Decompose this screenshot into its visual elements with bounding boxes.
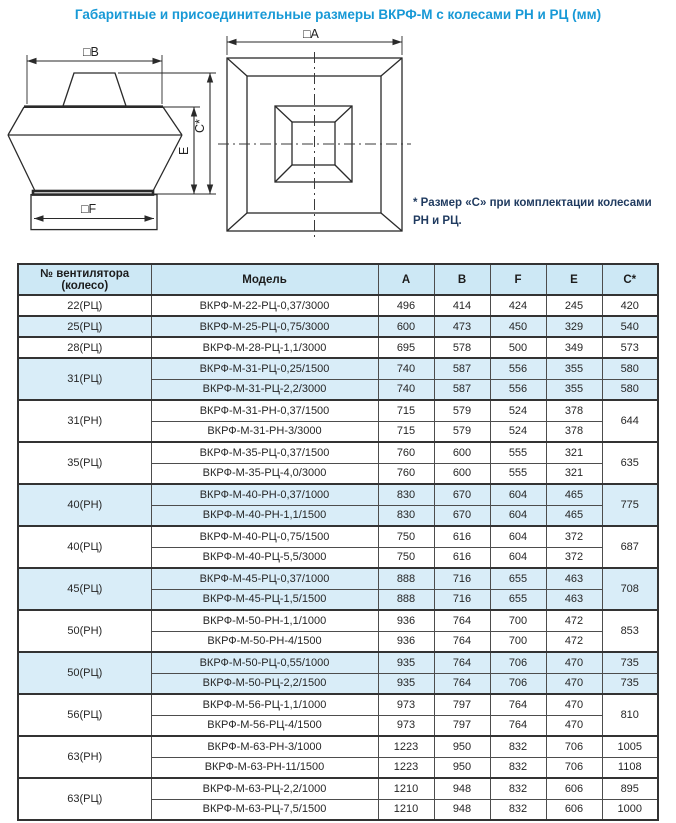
dim-a-label: □A [303,28,319,41]
dim-f-cell: 604 [490,484,546,505]
model-cell: ВКРФ-М-31-РН-3/3000 [151,421,378,442]
dim-c-cell: 810 [602,694,658,736]
dim-e-cell: 470 [546,652,602,673]
dim-f-cell: 555 [490,442,546,463]
dim-a-cell: 936 [378,610,434,631]
dim-f-cell: 524 [490,421,546,442]
dim-c-cell: 895 [602,778,658,799]
table-row [18,526,658,547]
dim-a-cell: 935 [378,652,434,673]
dim-b-cell: 600 [434,442,490,463]
table-row [18,316,658,337]
model-cell: ВКРФ-М-63-РЦ-2,2/1000 [151,778,378,799]
dim-e-cell: 470 [546,673,602,694]
dim-a-cell: 750 [378,547,434,568]
dim-e-cell: 321 [546,442,602,463]
model-cell: ВКРФ-М-56-РЦ-1,1/1000 [151,694,378,715]
dim-c-cell: 735 [602,652,658,673]
dim-b-cell: 797 [434,715,490,736]
header-dim-c: С* [602,264,658,295]
dim-e-cell: 470 [546,694,602,715]
dim-c-cell: 853 [602,610,658,652]
fan-number-cell: 31(РЦ) [18,358,151,400]
model-cell: ВКРФ-М-31-РЦ-2,2/3000 [151,379,378,400]
fan-number-cell: 40(РЦ) [18,526,151,568]
dim-b-cell: 670 [434,484,490,505]
dim-e-cell: 465 [546,505,602,526]
model-cell: ВКРФ-М-31-РН-0,37/1500 [151,400,378,421]
fan-number-cell: 25(РЦ) [18,316,151,337]
dimensions-table [17,263,659,821]
dim-e-label: E [177,146,191,155]
dim-f-cell: 700 [490,610,546,631]
dim-a-cell: 830 [378,484,434,505]
dim-b-cell: 587 [434,379,490,400]
dim-e-cell: 606 [546,799,602,820]
model-cell: ВКРФ-М-35-РЦ-0,37/1500 [151,442,378,463]
dim-b-cell: 764 [434,610,490,631]
dim-b-cell: 579 [434,421,490,442]
model-cell: ВКРФ-М-56-РЦ-4/1500 [151,715,378,736]
dim-e-cell: 463 [546,589,602,610]
dim-b-cell: 948 [434,778,490,799]
dim-a-cell: 1210 [378,778,434,799]
dim-a-cell: 600 [378,316,434,337]
table-row [18,778,658,799]
dim-f-cell: 764 [490,694,546,715]
header-model: Модель [151,264,378,295]
motor-cap [63,73,126,106]
header-fan-number: № вентилятора (колесо) [18,264,151,295]
dim-b-cell: 578 [434,337,490,358]
table-row [18,736,658,757]
fan-number-cell: 22(РЦ) [18,295,151,316]
dim-c-cell: 580 [602,379,658,400]
model-cell: ВКРФ-М-45-РЦ-1,5/1500 [151,589,378,610]
table-row [18,358,658,379]
dim-e-cell: 378 [546,421,602,442]
side-view-drawing [8,45,216,230]
table-row [18,694,658,715]
table-row [18,295,658,316]
table-row [18,442,658,463]
dim-f-cell: 832 [490,736,546,757]
dim-e-cell: 355 [546,379,602,400]
dim-b-cell: 587 [434,358,490,379]
fan-number-cell: 45(РЦ) [18,568,151,610]
fan-number-cell: 63(РН) [18,736,151,778]
fan-number-cell: 50(РЦ) [18,652,151,694]
dim-a-cell: 935 [378,673,434,694]
dim-f-cell: 524 [490,400,546,421]
dim-f-cell: 604 [490,526,546,547]
dim-b-cell: 600 [434,463,490,484]
dim-f-cell: 424 [490,295,546,316]
fan-number-cell: 63(РЦ) [18,778,151,820]
dim-b-label: □B [83,45,99,59]
model-cell: ВКРФ-М-50-РЦ-0,55/1000 [151,652,378,673]
dim-a-cell: 1223 [378,736,434,757]
model-cell: ВКРФ-М-40-РН-0,37/1000 [151,484,378,505]
dim-c-cell: 420 [602,295,658,316]
model-cell: ВКРФ-М-40-РЦ-5,5/3000 [151,547,378,568]
dim-b-cell: 670 [434,505,490,526]
dim-c-cell: 1108 [602,757,658,778]
dim-e-cell: 245 [546,295,602,316]
dim-f-label: □F [81,202,97,216]
model-cell: ВКРФ-М-50-РН-1,1/1000 [151,610,378,631]
dim-f-cell: 832 [490,757,546,778]
dim-f-cell: 604 [490,547,546,568]
dim-c-cell: 1005 [602,736,658,757]
dim-e-cell: 606 [546,778,602,799]
dim-e-cell: 378 [546,400,602,421]
dim-b-cell: 948 [434,799,490,820]
table-row [18,610,658,631]
dim-b-cell: 473 [434,316,490,337]
dim-a-cell: 973 [378,694,434,715]
dim-b-cell: 764 [434,652,490,673]
table-row [18,400,658,421]
table-header-row [18,264,658,295]
fan-number-cell: 35(РЦ) [18,442,151,484]
dim-a-cell: 760 [378,463,434,484]
model-cell: ВКРФ-М-50-РН-4/1500 [151,631,378,652]
dim-f-cell: 500 [490,337,546,358]
dim-f-cell: 450 [490,316,546,337]
dim-b-cell: 579 [434,400,490,421]
dim-b-cell: 414 [434,295,490,316]
dim-e-cell: 355 [546,358,602,379]
dim-a-cell: 973 [378,715,434,736]
dim-a-cell: 740 [378,379,434,400]
dim-c-cell: 580 [602,358,658,379]
dim-b-cell: 716 [434,589,490,610]
dim-f-cell: 655 [490,589,546,610]
dim-c-cell: 644 [602,400,658,442]
dim-c-cell: 540 [602,316,658,337]
dim-c-cell: 635 [602,442,658,484]
dim-c-cell: 735 [602,673,658,694]
dim-a-cell: 936 [378,631,434,652]
model-cell: ВКРФ-М-63-РЦ-7,5/1500 [151,799,378,820]
model-cell: ВКРФ-М-40-РЦ-0,75/1500 [151,526,378,547]
dim-b-cell: 797 [434,694,490,715]
dim-f-cell: 556 [490,358,546,379]
c-dimension-footnote [413,195,669,231]
dim-a-cell: 1223 [378,757,434,778]
dim-c-label: C* [193,119,207,133]
dim-f-cell: 706 [490,652,546,673]
dim-c-cell: 708 [602,568,658,610]
dim-e-cell: 372 [546,547,602,568]
model-cell: ВКРФ-М-22-РЦ-0,37/3000 [151,295,378,316]
fan-number-cell: 40(РН) [18,484,151,526]
dim-a-cell: 888 [378,589,434,610]
dim-b-cell: 950 [434,736,490,757]
model-cell: ВКРФ-М-63-РН-11/1500 [151,757,378,778]
dim-b-cell: 616 [434,526,490,547]
dim-e-cell: 706 [546,736,602,757]
model-cell: ВКРФ-М-40-РН-1,1/1500 [151,505,378,526]
dim-b-cell: 616 [434,547,490,568]
dim-f-cell: 832 [490,799,546,820]
fan-number-cell: 56(РЦ) [18,694,151,736]
model-cell: ВКРФ-М-50-РЦ-2,2/1500 [151,673,378,694]
table-row [18,652,658,673]
header-dim-b: В [434,264,490,295]
dim-f-cell: 555 [490,463,546,484]
model-cell: ВКРФ-М-28-РЦ-1,1/3000 [151,337,378,358]
dim-e-cell: 349 [546,337,602,358]
fan-number-cell: 50(РН) [18,610,151,652]
dim-c-cell: 573 [602,337,658,358]
footnote-line-2: РН и РЦ. [413,214,462,227]
table-row [18,484,658,505]
fan-number-cell: 31(РН) [18,400,151,442]
model-cell: ВКРФ-М-63-РН-3/1000 [151,736,378,757]
table-row [18,337,658,358]
dim-e-cell: 472 [546,610,602,631]
dim-b-cell: 950 [434,757,490,778]
dim-b-cell: 764 [434,673,490,694]
dim-a-cell: 740 [378,358,434,379]
dim-f-cell: 700 [490,631,546,652]
dim-a-cell: 830 [378,505,434,526]
header-dim-f: F [490,264,546,295]
dim-e-cell: 472 [546,631,602,652]
dim-a-cell: 888 [378,568,434,589]
dimension-drawings [0,28,676,263]
header-dim-a: А [378,264,434,295]
dim-a-cell: 715 [378,421,434,442]
header-dim-e: Е [546,264,602,295]
dim-f-cell: 706 [490,673,546,694]
dim-c-cell: 775 [602,484,658,526]
dim-e-cell: 463 [546,568,602,589]
dim-a-cell: 496 [378,295,434,316]
dim-a-cell: 695 [378,337,434,358]
dim-a-cell: 715 [378,400,434,421]
dim-f-cell: 655 [490,568,546,589]
dim-e-cell: 465 [546,484,602,505]
dim-f-cell: 764 [490,715,546,736]
model-cell: ВКРФ-М-31-РЦ-0,25/1500 [151,358,378,379]
dim-f-cell: 556 [490,379,546,400]
dim-e-cell: 706 [546,757,602,778]
dim-f-cell: 832 [490,778,546,799]
dim-e-cell: 329 [546,316,602,337]
dim-b-cell: 764 [434,631,490,652]
dim-a-cell: 750 [378,526,434,547]
dim-f-cell: 604 [490,505,546,526]
dim-a-cell: 1210 [378,799,434,820]
table-row [18,568,658,589]
dim-e-cell: 470 [546,715,602,736]
top-view-drawing [218,28,411,237]
model-cell: ВКРФ-М-35-РЦ-4,0/3000 [151,463,378,484]
page-title: Габаритные и присоединительные размеры ВКРФ-М с колесами РН и РЦ (мм) [74,7,602,22]
fan-number-cell: 28(РЦ) [18,337,151,358]
dim-b-cell: 716 [434,568,490,589]
table-body [18,295,658,820]
dim-c-cell: 1000 [602,799,658,820]
footnote-line-1: * Размер «С» при комплектации колесами [413,197,652,209]
dim-e-cell: 372 [546,526,602,547]
dim-c-cell: 687 [602,526,658,568]
model-cell: ВКРФ-М-45-РЦ-0,37/1000 [151,568,378,589]
dim-a-cell: 760 [378,442,434,463]
dim-e-cell: 321 [546,463,602,484]
model-cell: ВКРФ-М-25-РЦ-0,75/3000 [151,316,378,337]
